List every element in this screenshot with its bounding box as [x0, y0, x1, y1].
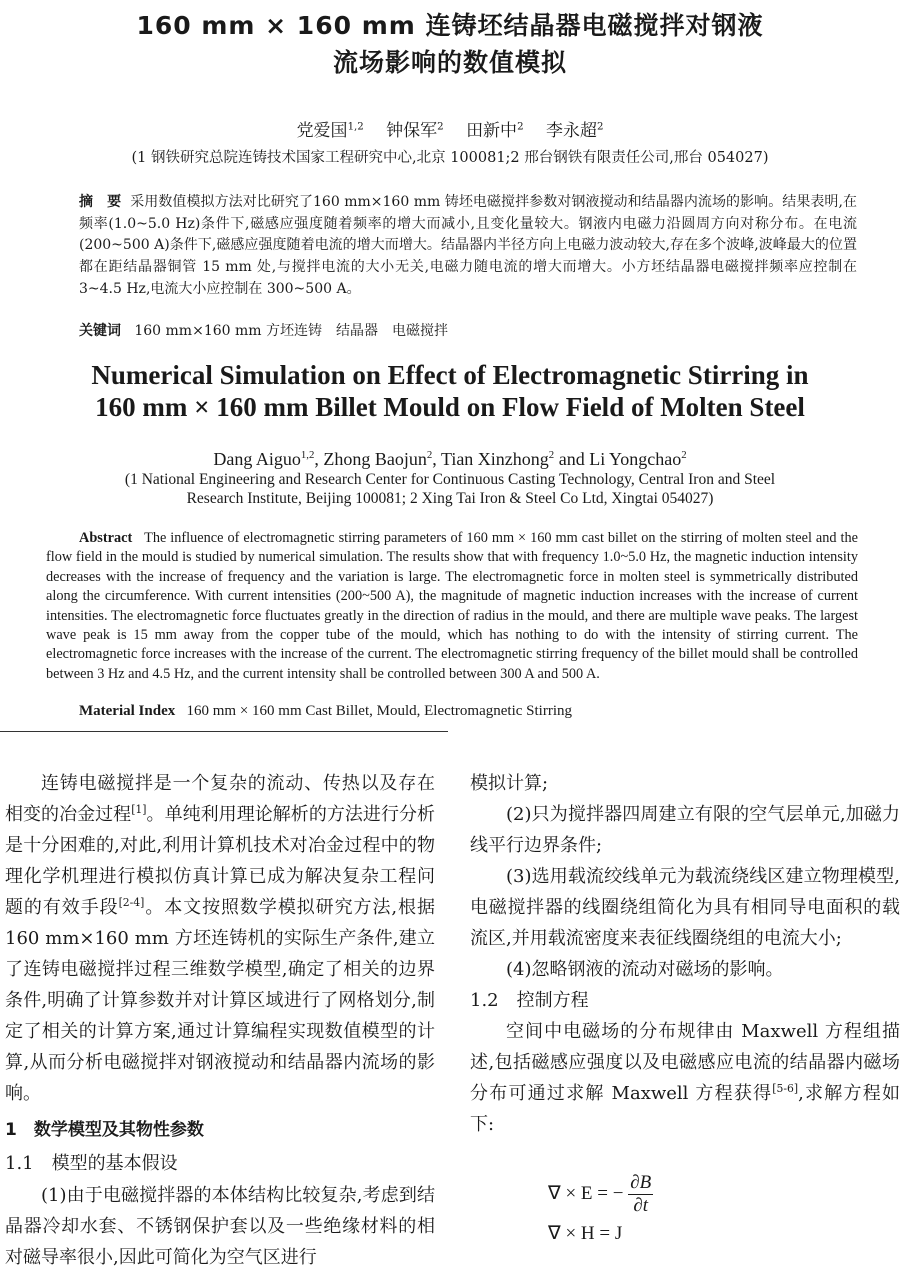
equation-faraday: ∇ × E = − $\frac{\partial B}{\partial t}$: [548, 1172, 652, 1216]
assumption-4: (4)忽略钢液的流动对磁场的影响。: [506, 959, 784, 980]
equation-ampere: ∇ × H = J: [548, 1223, 623, 1244]
assumption-3: (3)选用载流绞线单元为载流绕线区建立物理模型,电磁搅拌器的线圈绕组简化为具有相同导电面积的载流区,并用载流密度来表征线圈绕组的电流大小;: [470, 866, 900, 949]
material-index-label: Material Index: [79, 703, 176, 719]
abstract-cn: [79, 192, 857, 301]
author-cn: 李永超$^2$: [545, 121, 604, 141]
authors-cn: [0, 116, 900, 141]
assumption-2: (2)只为搅拌器四周建立有限的空气层单元,加磁力线平行边界条件;: [470, 804, 900, 856]
abstract-en-text: The influence of electromagnetic stirring parameters of 160 mm × 160 mm cast billet on the stirring of molten steel and the flow field in the mould is studied by numerical simulation. The results show that with frequency 1.0~5.0 Hz, the magnetic induction intensity decreases with the increase of frequency and the variation is large. The electromagnetic force in molten steel is symmetrically distributed along the circumference. With current intensities (200~500 A), the magnitude of magnetic induction increases with the increase of current intensities. The electromagnetic force fluctuates greatly in the direction of radius in the mould, and there are multiple wave peaks. The largest wave peak is 15 mm away from the copper tube of the mould, which has nothing to do with the intensity of stirring current. The electromagnetic force increases with the increase of the current. The electromagnetic stirring frequency of the billet mould shall be controlled between 3 Hz and 4.5 Hz, and the current intensity shall be controlled between 300 A and 500 A.: [46, 530, 858, 682]
abstract-cn-text: 采用数值模拟方法对比研究了160 mm×160 mm 铸坯电磁搅拌参数对钢液搅动和结晶器内流场的影响。结果表明,在频率(1.0~5.0 Hz)条件下,磁感应强度随着频率的增大而减小,且变化量较大。钢液内电磁力沿圆周方向对称分布。在电流(200~500 A)条件下,磁感应强度随着电流的增大而增大。结晶器内半径方向上电磁力波动较大,存在多个波峰,波峰最大的位置都在距结晶器铜管 15 mm 处,与搅拌电流的大小无关,电磁力随电流的增大而增大。小方坯结晶器电磁搅拌频率应控制在 3~4.5 Hz,电流大小应控制在 300~500 A。: [79, 194, 858, 297]
subsection-heading: 1.1 模型的基本假设: [5, 1153, 178, 1174]
left-column: [5, 768, 435, 1273]
intro-paragraph: 连铸电磁搅拌是一个复杂的流动、传热以及存在相变的冶金过程[1]。单纯利用理论解析的方法进行分析是十分困难的,对此,利用计算机技术对冶金过程中的物理化学机理进行模拟仿真计算已成为解决复杂工程问题的有效手段[2-4]。本文按照数学模拟研究方法,根据 160 mm×160 mm 方坯连铸机的实际生产条件,建立了连铸电磁搅拌过程三维数学模型,确定了相关的边界条件,明确了计算参数并对计算区域进行了网格划分,制定了相关的计算方案,通过计算编程实现数值模型的计算,从而分析电磁搅拌对钢液搅动和结晶器内流场的影响。: [5, 773, 436, 1104]
material-index: [79, 703, 857, 720]
abstract-cn-label: 摘 要: [79, 194, 122, 210]
authors-en: [0, 449, 900, 470]
abstract-en-label: Abstract: [79, 530, 133, 546]
author-cn: 党爱国$^{1,2}$: [296, 121, 364, 141]
title-cn-line2: 流场影响的数值模拟: [332, 48, 567, 77]
author-cn: 田新中$^2$: [466, 121, 524, 141]
citation: [1]: [131, 803, 147, 816]
author-en: Tian Xinzhong$^2$ and: [440, 449, 590, 469]
assumption-1: (1)由于电磁搅拌器的本体结构比较复杂,考虑到结晶器冷却水套、不锈钢保护套以及一些绝缘材料的相对磁导率很小,因此可简化为空气区进行: [5, 1185, 435, 1268]
keywords-cn-label: 关键词: [79, 323, 121, 339]
eq-denominator: ∂t: [633, 1195, 649, 1216]
author-en: Li Yongchao$^2$: [589, 449, 687, 469]
abstract-en: [46, 529, 858, 684]
divider: [0, 731, 448, 732]
subsection-heading: 1.2 控制方程: [470, 990, 589, 1011]
title-en-line1: Numerical Simulation on Effect of Electromagnetic Stirring in: [91, 360, 809, 390]
eq-numerator: ∂B: [630, 1172, 652, 1193]
keywords-cn: [79, 320, 857, 340]
affiliation-en-line1: (1 National Engineering and Research Center for Continuous Casting Technology, Central Iron and Steel: [124, 471, 776, 488]
citation: [5-6]: [772, 1082, 799, 1095]
material-index-text: 160 mm × 160 mm Cast Billet, Mould, Electromagnetic Stirring: [186, 703, 572, 719]
citation: [2-4]: [118, 896, 145, 909]
affiliation-cn: (1 钢铁研究总院连铸技术国家工程研究中心,北京 100081;2 邢台钢铁有限责任公司,邢台 054027): [131, 150, 769, 166]
title-cn-line1: 160 mm × 160 mm 连铸坯结晶器电磁搅拌对钢液: [136, 11, 764, 40]
author-cn: 钟保军$^2$: [386, 121, 444, 141]
affiliation-en-line2: Research Institute, Beijing 100081; 2 Xing Tai Iron & Steel Co Ltd, Xingtai 054027): [186, 490, 714, 507]
author-en: Dang Aiguo$^{1,2}$,: [213, 449, 324, 469]
section-heading: 1 数学模型及其物性参数: [5, 1120, 204, 1140]
control-paragraph: 空间中电磁场的分布规律由 Maxwell 方程组描述,包括磁感应强度以及电磁感应电流的结晶器内磁场分布可通过求解 Maxwell 方程获得[5-6],求解方程如下:: [470, 1021, 900, 1135]
right-column: [470, 768, 900, 1140]
assumption-1-cont: 模拟计算;: [470, 773, 549, 794]
keywords-cn-text: 160 mm×160 mm 方坯连铸 结晶器 电磁搅拌: [134, 323, 448, 339]
title-en-line2: 160 mm × 160 mm Billet Mould on Flow Field of Molten Steel: [95, 392, 805, 422]
author-en: Zhong Baojun$^2$,: [323, 449, 441, 469]
